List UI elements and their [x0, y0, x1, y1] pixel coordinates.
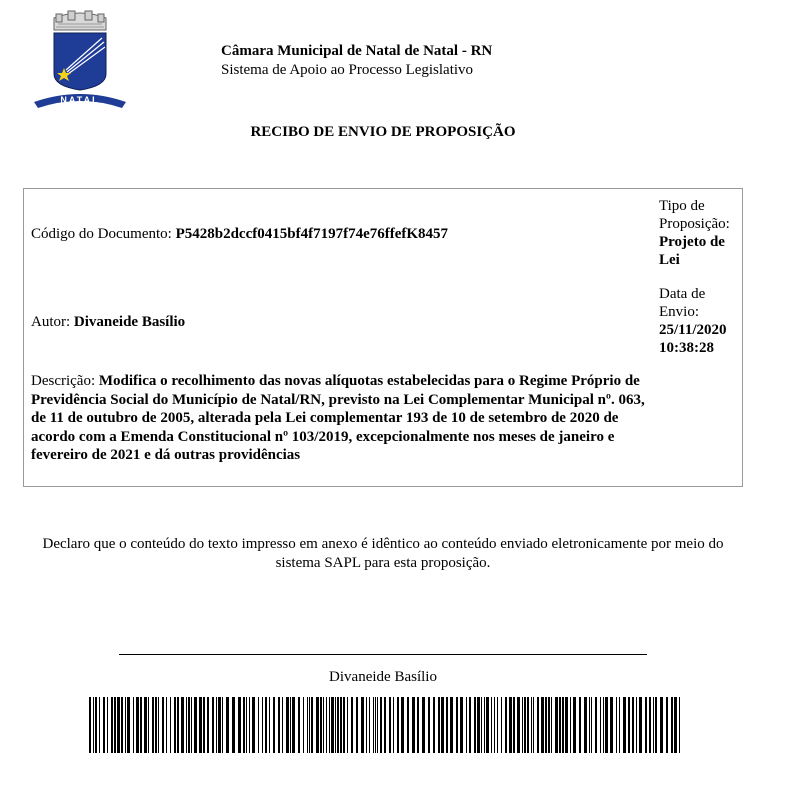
description-value: Modifica o recolhimento das novas alíquotas estabelecidas para o Regime Próprio de Previdência Social do Município de Natal/RN, previsto na Lei Complementar Municipal nº. 063, de 11 de outubro de 2005, alterada pela Lei complementar 193 de 10 de setembro de 2020 de acordo com a Emenda Constitucional nº 103/2019, excepcionalmente nos meses de janeiro e fevereiro de 2021 e dá outras providências — [31, 373, 645, 463]
author-value: Divaneide Basílio — [73, 314, 186, 330]
document-code-label: Código do Documento: — [31, 226, 172, 242]
header — [221, 42, 492, 80]
barcode-icon — [89, 697, 680, 753]
page-title: RECIBO DE ENVIO DE PROPOSIÇÃO — [250, 124, 516, 140]
org-name: Câmara Municipal de Natal de Natal - RN — [221, 43, 493, 59]
signature-name: Divaneide Basílio — [329, 669, 437, 685]
logo-ribbon-text: NATAL — [60, 95, 100, 105]
system-name: Sistema de Apoio ao Processo Legislativo — [221, 62, 474, 78]
document-info-box — [23, 188, 743, 487]
author-label: Autor: — [31, 314, 71, 330]
document-code-field — [31, 225, 448, 243]
signature-line — [119, 654, 647, 655]
proposition-type-label: Tipo de Proposição: — [659, 198, 730, 232]
declaration-text: Declaro que o conteúdo do texto impresso em anexo é idêntico ao conteúdo enviado eletronicamente por meio do sistema SAPL para esta proposição. — [42, 536, 724, 571]
send-date-field — [659, 285, 743, 357]
proposition-type-field — [659, 197, 743, 269]
author-field — [31, 313, 185, 331]
natal-coat-of-arms-logo — [30, 8, 130, 112]
description-field — [31, 372, 653, 465]
proposition-type-value: Projeto de Lei — [659, 234, 725, 268]
send-date-value: 25/11/2020 10:38:28 — [659, 322, 727, 356]
document-code-value: P5428b2dccf0415bf4f7197f74e76ffefK8457 — [175, 226, 449, 242]
description-label: Descrição: — [31, 373, 96, 389]
send-date-label: Data de Envio: — [659, 286, 706, 320]
